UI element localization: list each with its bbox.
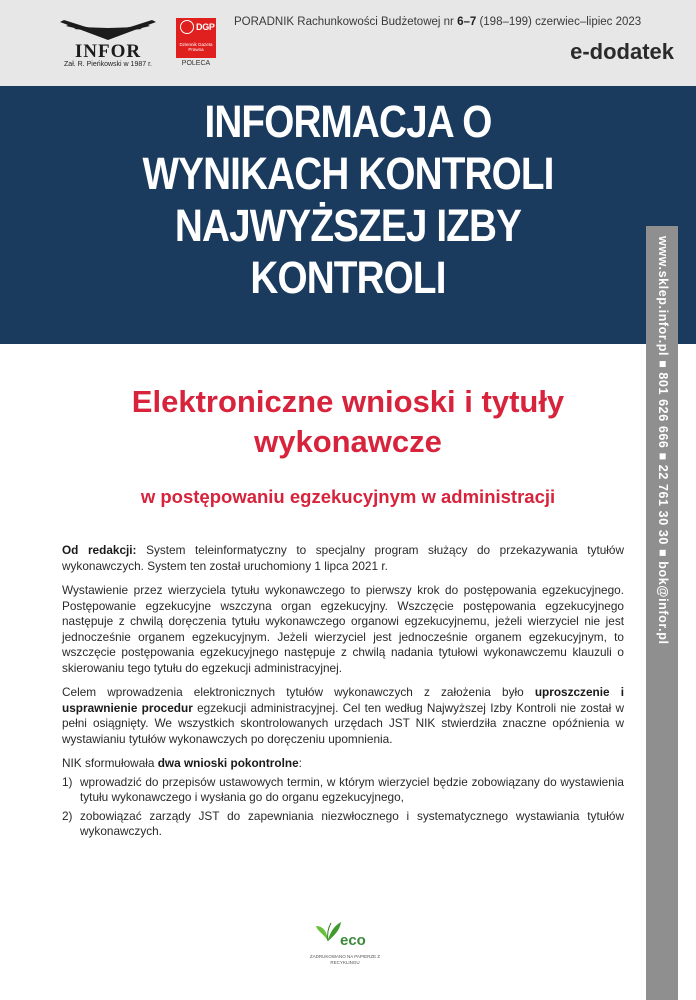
list-item-text: wprowadzić do przepisów ustawowych termin, w którym wierzyciel będzie zobowiązany do wystawienia tytułu wykonawczego i wysłania go do organu egzekucyjnego, (80, 774, 624, 804)
conclusions-list (62, 775, 624, 840)
dgp-logo (176, 18, 216, 70)
wings-icon (56, 16, 160, 42)
article-subtitle: w postępowaniu egzekucyjnym w administracji (140, 486, 556, 507)
intro-label: Od redakcji: (62, 543, 137, 557)
banner-title: INFORMACJA O WYNIKACH KONTROLI NAJWYŻSZEJ IZBY KONTROLI (142, 96, 554, 303)
eco-logo-word: eco (340, 932, 366, 949)
dgp-badge-text: DGP (196, 22, 215, 32)
article-body (62, 543, 624, 843)
leaf-icon (314, 920, 342, 942)
contact-sidebar (646, 226, 678, 1000)
infor-logo-word: INFOR (74, 41, 142, 62)
issue-number: 6–7 (457, 16, 477, 28)
article-title: Elektroniczne wnioski i tytuły wykonawcze (131, 384, 565, 459)
paragraph: Wystawienie przez wierzyciela tytułu wykonawczego to pierwszy krok do postępowania egzekucyjnego. Postępowanie egzekucyjne wszczyna organ egzekucyjny. Wszczęcie postępowania egzekucyjnego następuje z chwilą doręczenia tytułu wykonawczego organowi egzekucyjnemu, jeżeli wierzyciel nie jest jednocześnie organem egzekucyjnym. Jeżeli wierzyciel jest jednocześnie organem egzekucyjnym, to wszczęcie postępowania egzekucyjnego następuje z chwilą nadania tytułowi wykonawczemu klauzuli o skierowaniu tego tytułu do egzekucji administracyjnej. (62, 583, 624, 675)
top-bar (0, 0, 696, 86)
contact-sidebar-text: www.sklep.infor.pl ■ 801 626 666 ■ 22 761 30 30 ■ bok@infor.pl (656, 236, 670, 645)
paragraph: Celem wprowadzenia elektronicznych tytułów wykonawczych z założenia było uproszczenie i usprawnienie procedur egzekucji administracyjnej. Cel ten według Najwyższej Izby Kontroli nie został w pełni osiągnięty. We wszystkich skontrolowanych urzędach JST NIK stwierdziła znaczne opóźnienia w wystawianiu tytułów wykonawczych po doręczeniu upomnienia. (62, 685, 624, 746)
infor-logo-tagline: Zał. R. Pieńkowski w 1987 r. (64, 61, 152, 68)
dgp-circle-icon (180, 20, 194, 34)
eco-logo (306, 918, 384, 978)
issue-info (234, 16, 641, 28)
dgp-badge (176, 18, 216, 58)
intro-paragraph (62, 543, 624, 574)
list-item-number: 2) (62, 808, 73, 823)
eco-logo-text: ZADRUKOWANO NA PAPIERZE Z RECYKLINGU (309, 954, 381, 965)
list-item (62, 809, 624, 840)
issue-date: (198–199) czerwiec–lipiec 2023 (476, 16, 642, 28)
paragraph: NIK sformułowała dwa wnioski pokontrolne: (62, 756, 302, 770)
supplement-label: e-dodatek (570, 39, 674, 64)
title-banner (0, 86, 696, 344)
dgp-caption: POLECA (181, 60, 211, 67)
list-item (62, 775, 624, 806)
issue-series: PORADNIK Rachunkowości Budżetowej nr (234, 16, 458, 28)
dgp-small-text: Dziennik Gazeta Prawna (179, 42, 213, 52)
infor-logo (56, 16, 160, 72)
list-item-text: zobowiązać zarządy JST do zapewniania niezwłocznego i systematycznego wystawiania tytułów wykonawczych. (80, 808, 624, 838)
bold-phrase: dwa wnioski pokontrolne (157, 756, 299, 770)
bold-phrase: uproszczenie i usprawnienie procedur (62, 685, 624, 715)
list-item-number: 1) (62, 774, 73, 789)
intro-text: System teleinformatyczny to specjalny program służący do przekazywania tytułów wykonawczych. System ten został uruchomiony 1 lipca 2021 r. (62, 543, 625, 573)
